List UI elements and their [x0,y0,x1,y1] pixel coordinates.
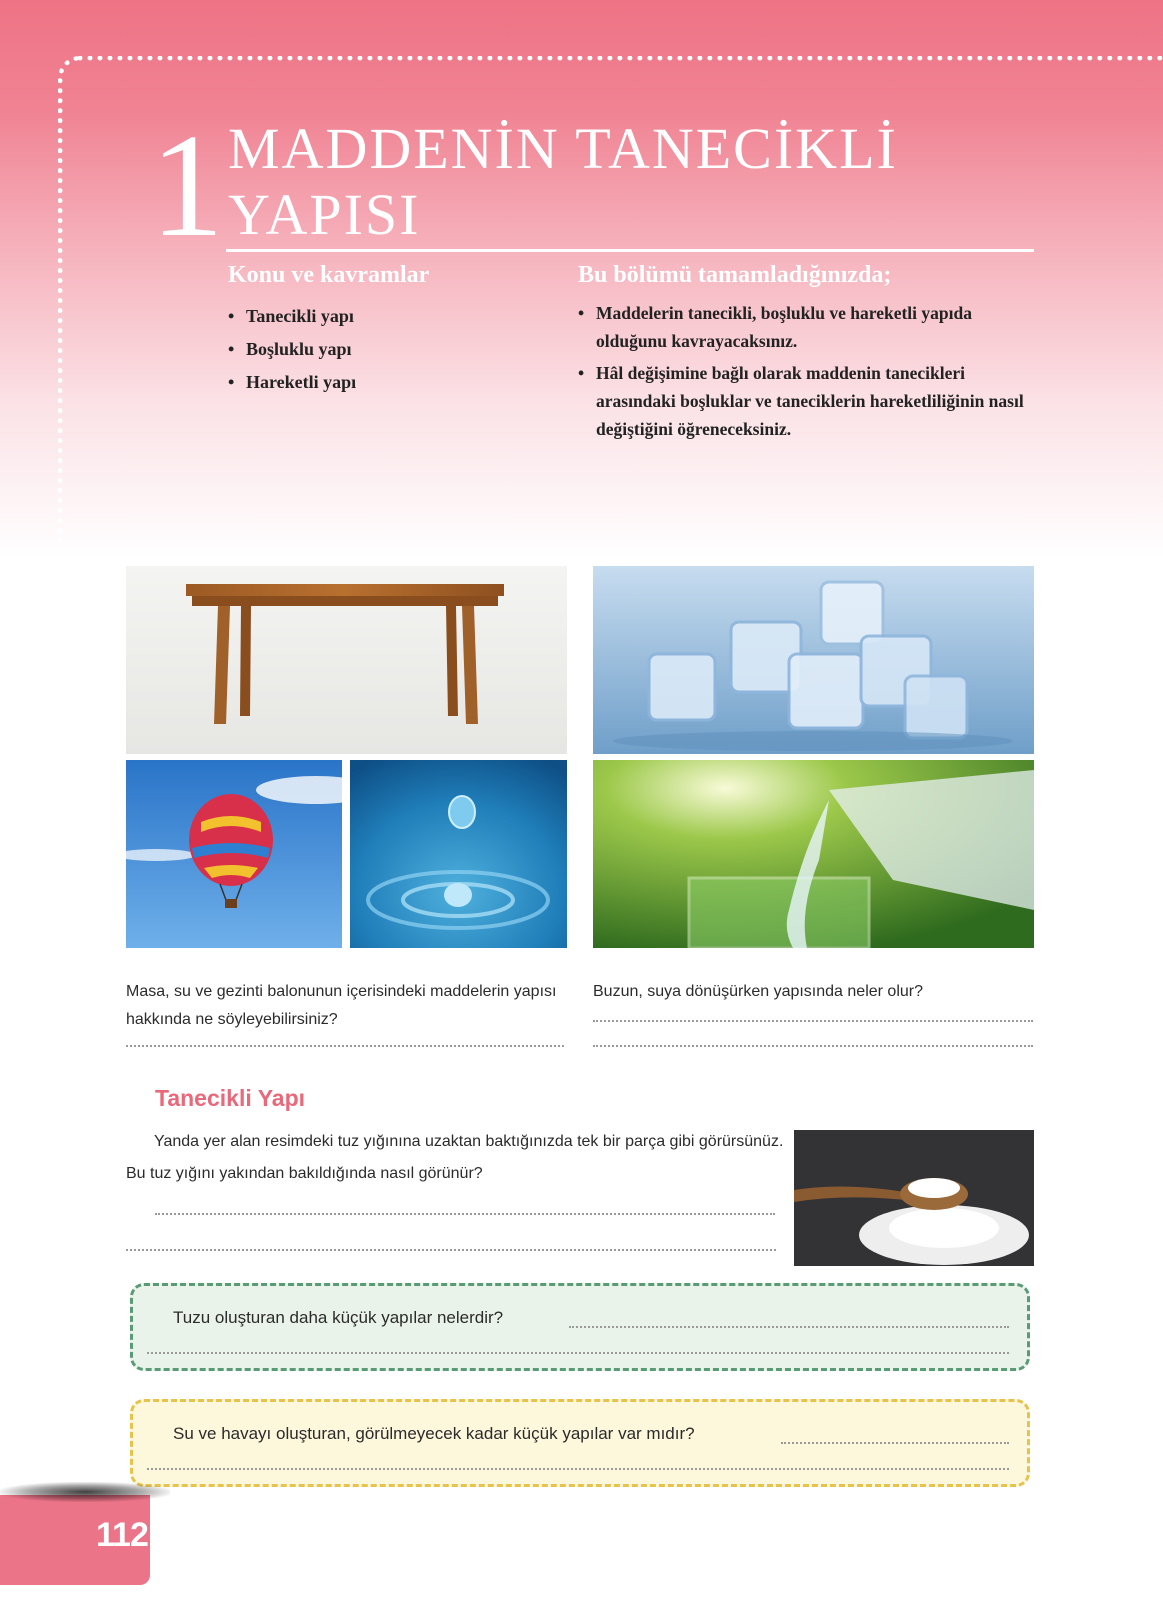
concepts-list [228,300,356,399]
chapter-title-line1: MADDENİN TANECİKLİ [228,116,898,181]
ice-cubes-photo [593,566,1034,754]
green-question: Tuzu oluşturan daha küçük yapılar nelerdir? [173,1308,504,1327]
answer-line [126,1045,564,1047]
yellow-question: Su ve havayı oluşturan, görülmeyecek kadar küçük yapılar var mıdır? [173,1424,695,1443]
chapter-number: 1 [150,104,224,268]
answer-line [593,1020,1033,1022]
answer-line [126,1249,776,1251]
page-number: 112 [96,1516,148,1554]
answer-line [147,1468,1009,1470]
question-right: Buzun, suya dönüşürken yapısında neler olur? [593,983,923,1000]
page-tab-shadow [0,1482,170,1502]
answer-line [593,1045,1033,1047]
yellow-question-box [130,1399,1030,1487]
concept-item: • Boşluklu yapı [228,333,356,366]
table-photo [126,566,567,754]
green-question-box [130,1283,1030,1371]
section-title: Tanecikli Yapı [155,1085,306,1111]
objective-item: • Hâl değişimine bağlı olarak maddenin tanecikleri arasındaki boşluklar ve taneciklerin hareketliliğinin nasıl değiştiğini öğreneceksiniz. [578,359,1038,443]
answer-line [155,1213,775,1215]
answer-line [781,1442,1009,1444]
salt-photo [794,1130,1034,1266]
water-drop-photo [350,760,567,948]
chapter-title-line2: YAPISI [228,182,421,247]
objectives-heading: Bu bölümü tamamladığınızda; [578,262,892,288]
objectives-list [578,299,1038,447]
title-rule [226,249,1034,252]
concept-item: • Tanecikli yapı [228,300,356,333]
question-left: Masa, su ve gezinti balonunun içerisindeki maddelerin yapısı hakkında ne söyleyebilirsiniz? [126,983,557,1028]
concepts-heading: Konu ve kavramlar [228,262,430,288]
hot-air-balloon-photo [126,760,342,948]
section-body: Yanda yer alan resimdeki tuz yığınına uzaktan baktığınızda tek bir parça gibi görürsünüz. Bu tuz yığını yakından bakıldığında nasıl görünür? [126,1133,784,1182]
objective-item: • Maddelerin tanecikli, boşluklu ve hareketli yapıda olduğunu kavrayacaksınız. [578,299,1038,355]
chapter-title [228,116,898,248]
answer-line [569,1326,1009,1328]
answer-line [147,1352,1009,1354]
pouring-water-photo [593,760,1034,948]
concept-item: • Hareketli yapı [228,366,356,399]
